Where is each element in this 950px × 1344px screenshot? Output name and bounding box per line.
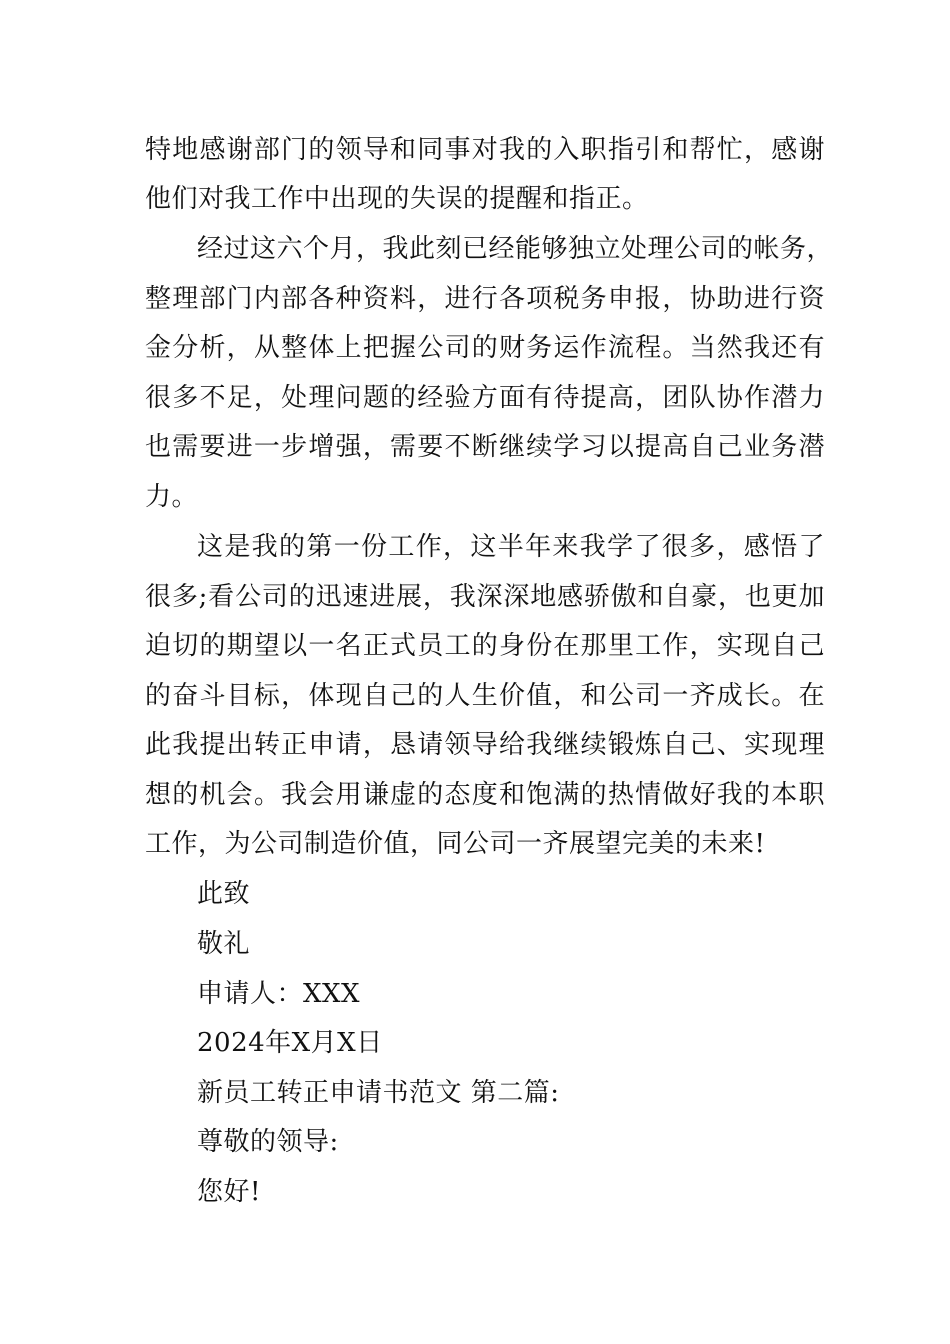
- paragraph-2-line-1: 经过这六个月，我此刻已经能够独立处理公司的帐务，: [197, 234, 834, 264]
- closing-salutation-1: 此致: [197, 879, 251, 909]
- paragraph-3-line-6: 想的机会。我会用谦虚的态度和饱满的热情做好我的本职: [145, 780, 825, 810]
- paragraph-1-line-1: 特地感谢部门的领导和同事对我的入职指引和帮忙，感谢: [145, 135, 825, 165]
- paragraph-2-line-4: 很多不足，处理问题的经验方面有待提高，团队协作潜力: [145, 383, 825, 413]
- paragraph-1-line-2: 他们对我工作中出现的失误的提醒和指正。: [145, 184, 649, 214]
- second-section-greeting: 尊敬的领导:: [197, 1127, 339, 1157]
- paragraph-3-line-5: 此我提出转正申请，恳请领导给我继续锻炼自己、实现理: [145, 730, 825, 760]
- paragraph-2-line-6: 力。: [145, 482, 199, 512]
- paragraph-3-line-4: 的奋斗目标，体现自己的人生价值，和公司一齐成长。在: [145, 681, 825, 711]
- closing-applicant: 申请人：XXX: [197, 979, 361, 1009]
- paragraph-3-line-1: 这是我的第一份工作，这半年来我学了很多，感悟了: [197, 532, 825, 562]
- second-section-heading: 新员工转正申请书范文 第二篇:: [197, 1078, 560, 1108]
- paragraph-3-line-3: 迫切的期望以一名正式员工的身份在那里工作，实现自己: [145, 631, 825, 661]
- paragraph-2-line-3: 金分析，从整体上把握公司的财务运作流程。当然我还有: [145, 333, 825, 363]
- paragraph-3-line-7: 工作，为公司制造价值，同公司一齐展望完美的未来!: [145, 829, 766, 859]
- paragraph-3-line-2: 很多;看公司的迅速进展，我深深地感骄傲和自豪，也更加: [145, 582, 825, 612]
- paragraph-2-line-2: 整理部门内部各种资料，进行各项税务申报，协助进行资: [145, 284, 825, 314]
- closing-date: 2024年X月X日: [197, 1028, 383, 1058]
- second-section-hello: 您好!: [197, 1177, 261, 1207]
- paragraph-2-line-5: 也需要进一步增强，需要不断继续学习以提高自己业务潜: [145, 432, 825, 462]
- closing-salutation-2: 敬礼: [197, 929, 251, 959]
